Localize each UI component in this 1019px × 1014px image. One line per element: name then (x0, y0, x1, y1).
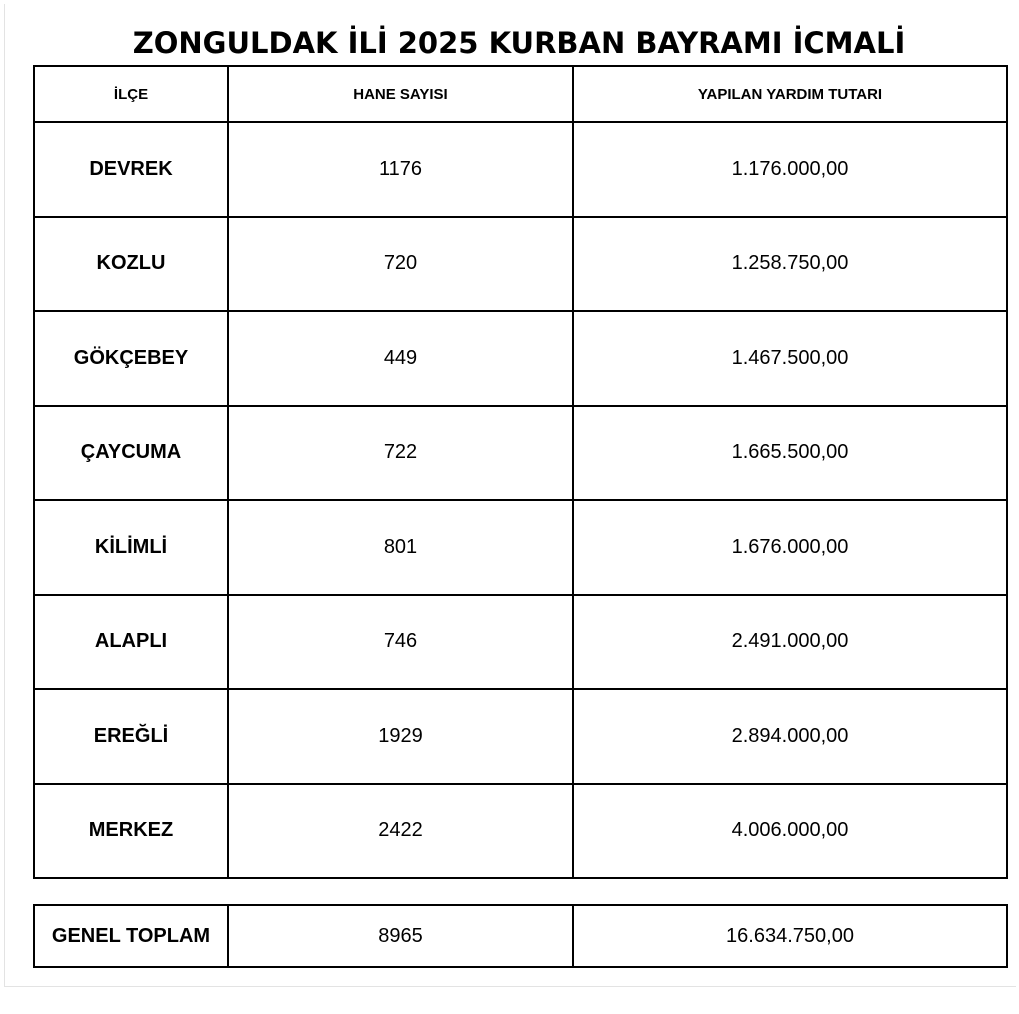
table-row (34, 689, 1007, 784)
district-name: MERKEZ (34, 784, 228, 879)
table-row (34, 122, 1007, 217)
grand-total-label: GENEL TOPLAM (34, 905, 228, 967)
district-name: KOZLU (34, 217, 228, 312)
aid-amount: 1.258.750,00 (573, 217, 1007, 312)
aid-amount: 2.491.000,00 (573, 595, 1007, 690)
aid-amount: 1.665.500,00 (573, 406, 1007, 501)
table-row (34, 406, 1007, 501)
table-row (34, 784, 1007, 879)
grand-total-table (33, 904, 1008, 968)
table-row (34, 595, 1007, 690)
column-header-ilce: İLÇE (34, 66, 228, 122)
column-header-yardim-tutari: YAPILAN YARDIM TUTARI (573, 66, 1007, 122)
grand-total-aid-amount: 16.634.750,00 (573, 905, 1007, 967)
household-count: 1176 (228, 122, 573, 217)
household-count: 720 (228, 217, 573, 312)
aid-amount: 2.894.000,00 (573, 689, 1007, 784)
aid-amount: 1.676.000,00 (573, 500, 1007, 595)
district-name: ÇAYCUMA (34, 406, 228, 501)
district-name: KİLİMLİ (34, 500, 228, 595)
grand-total-household-count: 8965 (228, 905, 573, 967)
aid-amount: 1.176.000,00 (573, 122, 1007, 217)
table-row (34, 500, 1007, 595)
page-title: ZONGULDAK İLİ 2025 KURBAN BAYRAMI İCMALİ (132, 26, 906, 60)
household-count: 746 (228, 595, 573, 690)
household-count: 722 (228, 406, 573, 501)
district-name: ALAPLI (34, 595, 228, 690)
household-count: 2422 (228, 784, 573, 879)
aid-amount: 4.006.000,00 (573, 784, 1007, 879)
district-name: DEVREK (34, 122, 228, 217)
household-count: 801 (228, 500, 573, 595)
table-row (34, 311, 1007, 406)
district-name: EREĞLİ (34, 689, 228, 784)
household-count: 449 (228, 311, 573, 406)
grand-total-row (34, 905, 1007, 967)
table-header-row (34, 66, 1007, 122)
aid-amount: 1.467.500,00 (573, 311, 1007, 406)
column-header-hane-sayisi: HANE SAYISI (228, 66, 573, 122)
household-count: 1929 (228, 689, 573, 784)
table-row (34, 217, 1007, 312)
district-name: GÖKÇEBEY (34, 311, 228, 406)
summary-table (33, 65, 1008, 879)
